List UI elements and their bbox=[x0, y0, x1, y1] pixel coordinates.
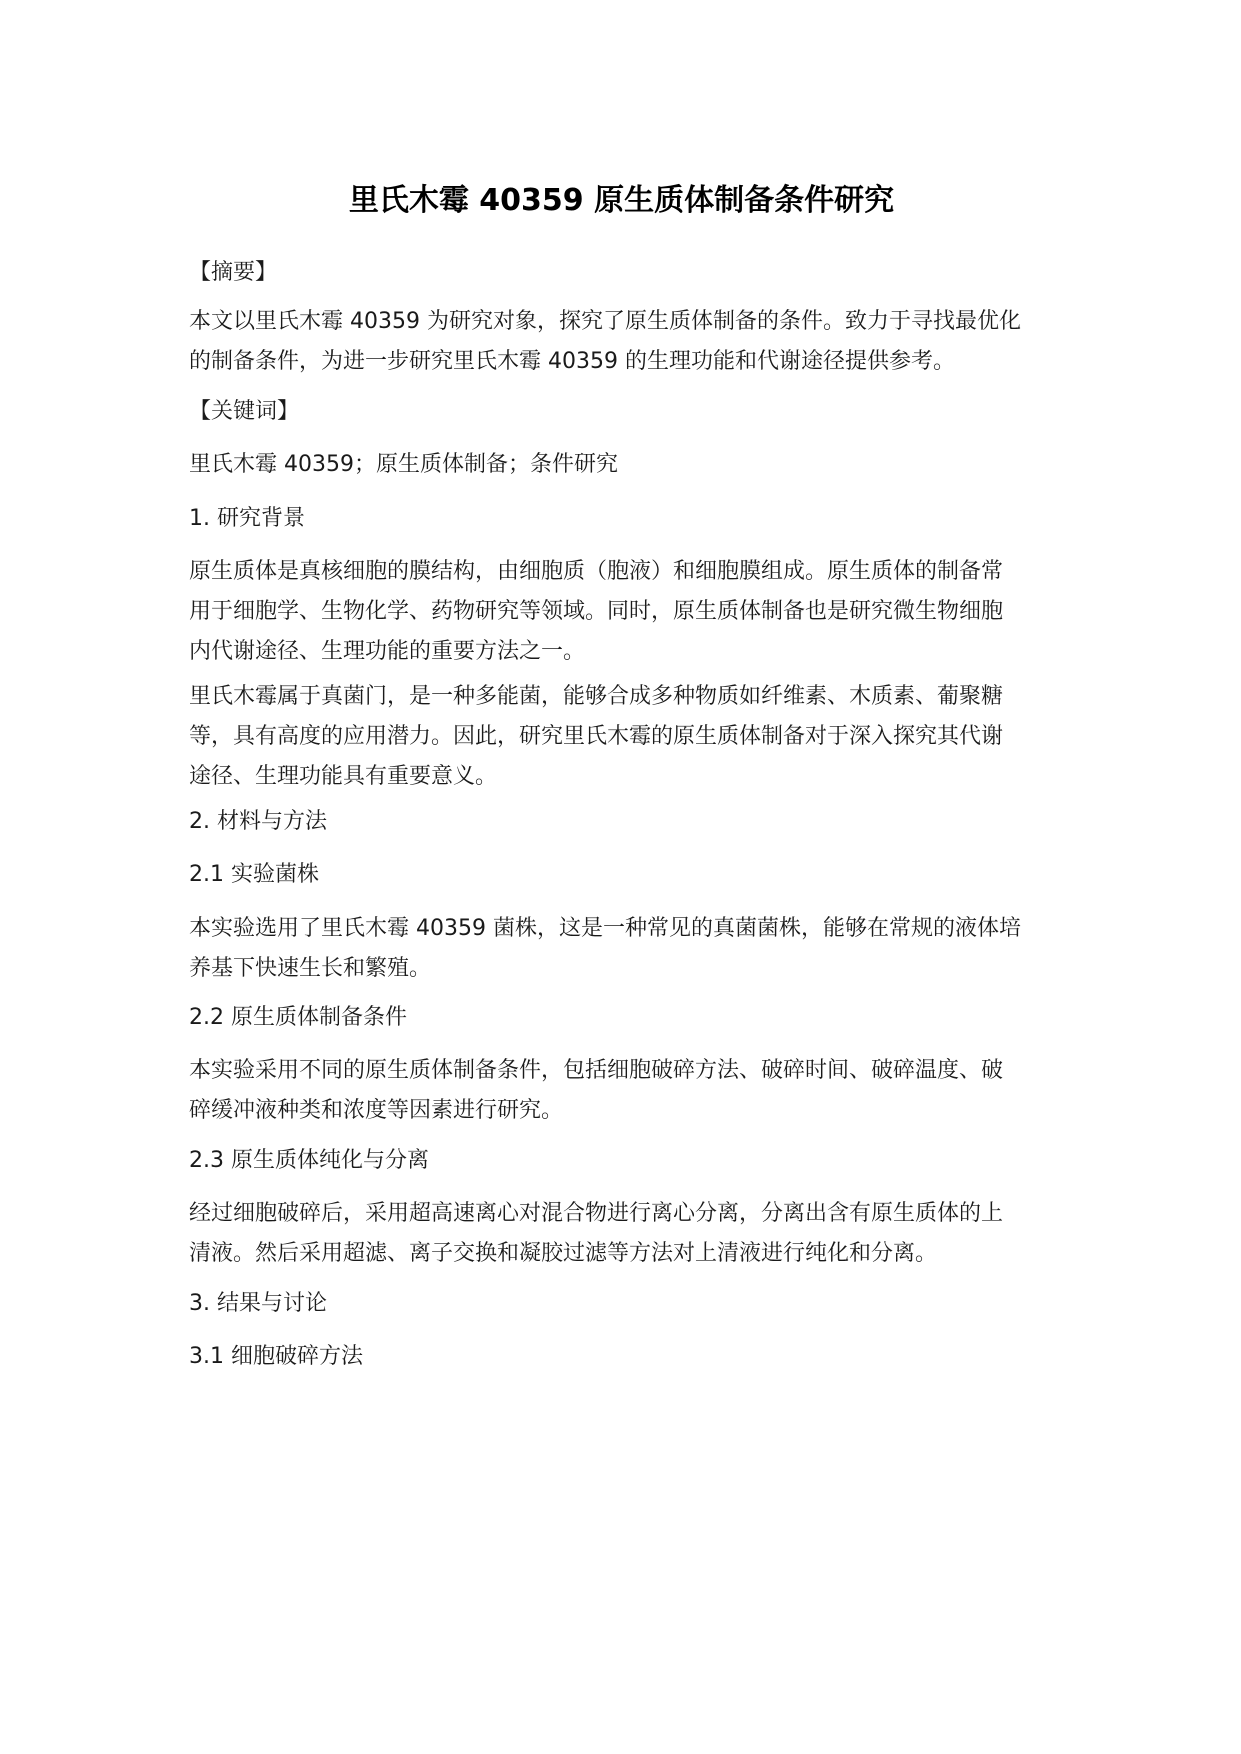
paragraph-line: 经过细胞破碎后，采用超高速离心对混合物进行离心分离，分离出含有原生质体的上 bbox=[189, 1201, 1004, 1226]
paragraph-line: 养基下快速生长和繁殖。 bbox=[189, 956, 432, 981]
keywords-text: 里氏木霉 40359；原生质体制备；条件研究 bbox=[189, 452, 618, 477]
paragraph-line: 途径、生理功能具有重要意义。 bbox=[189, 764, 498, 789]
paragraph-line: 原生质体是真核细胞的膜结构，由细胞质（胞液）和细胞膜组成。原生质体的制备常 bbox=[189, 559, 1004, 584]
section-2-1-heading: 2.1 实验菌株 bbox=[189, 862, 319, 887]
section-3-1-heading: 3.1 细胞破碎方法 bbox=[189, 1344, 363, 1369]
section-2-3-paragraph bbox=[189, 1194, 1054, 1274]
paragraph-line: 本实验采用不同的原生质体制备条件，包括细胞破碎方法、破碎时间、破碎温度、破 bbox=[189, 1058, 1004, 1083]
paragraph-line: 用于细胞学、生物化学、药物研究等领域。同时，原生质体制备也是研究微生物细胞 bbox=[189, 599, 1004, 624]
paragraph-line: 的制备条件，为进一步研究里氏木霉 40359 的生理功能和代谢途径提供参考。 bbox=[189, 349, 955, 374]
paragraph-line: 里氏木霉属于真菌门，是一种多能菌，能够合成多种物质如纤维素、木质素、葡聚糖 bbox=[189, 684, 1004, 709]
paragraph-line: 等，具有高度的应用潜力。因此，研究里氏木霉的原生质体制备对于深入探究其代谢 bbox=[189, 724, 1004, 749]
section-1-paragraph-1 bbox=[189, 552, 1054, 672]
paragraph-line: 本文以里氏木霉 40359 为研究对象，探究了原生质体制备的条件。致力于寻找最优化 bbox=[189, 309, 1021, 334]
abstract-heading: 【摘要】 bbox=[189, 260, 278, 285]
section-3-heading: 3. 结果与讨论 bbox=[189, 1291, 327, 1316]
section-2-1-paragraph bbox=[189, 909, 1054, 989]
section-2-2-heading: 2.2 原生质体制备条件 bbox=[189, 1005, 407, 1030]
abstract-paragraph bbox=[189, 302, 1054, 382]
section-2-heading: 2. 材料与方法 bbox=[189, 809, 327, 834]
paragraph-line: 碎缓冲液种类和浓度等因素进行研究。 bbox=[189, 1098, 564, 1123]
section-2-2-paragraph bbox=[189, 1051, 1054, 1131]
paragraph-line: 内代谢途径、生理功能的重要方法之一。 bbox=[189, 639, 586, 664]
keywords-heading: 【关键词】 bbox=[189, 399, 300, 424]
section-2-3-heading: 2.3 原生质体纯化与分离 bbox=[189, 1148, 429, 1173]
paragraph-line: 本实验选用了里氏木霉 40359 菌株，这是一种常见的真菌菌株，能够在常规的液体培 bbox=[189, 916, 1021, 941]
section-1-paragraph-2 bbox=[189, 677, 1054, 797]
document-title: 里氏木霉 40359 原生质体制备条件研究 bbox=[348, 183, 895, 218]
section-1-heading: 1. 研究背景 bbox=[189, 506, 305, 531]
paragraph-line: 清液。然后采用超滤、离子交换和凝胶过滤等方法对上清液进行纯化和分离。 bbox=[189, 1241, 938, 1266]
